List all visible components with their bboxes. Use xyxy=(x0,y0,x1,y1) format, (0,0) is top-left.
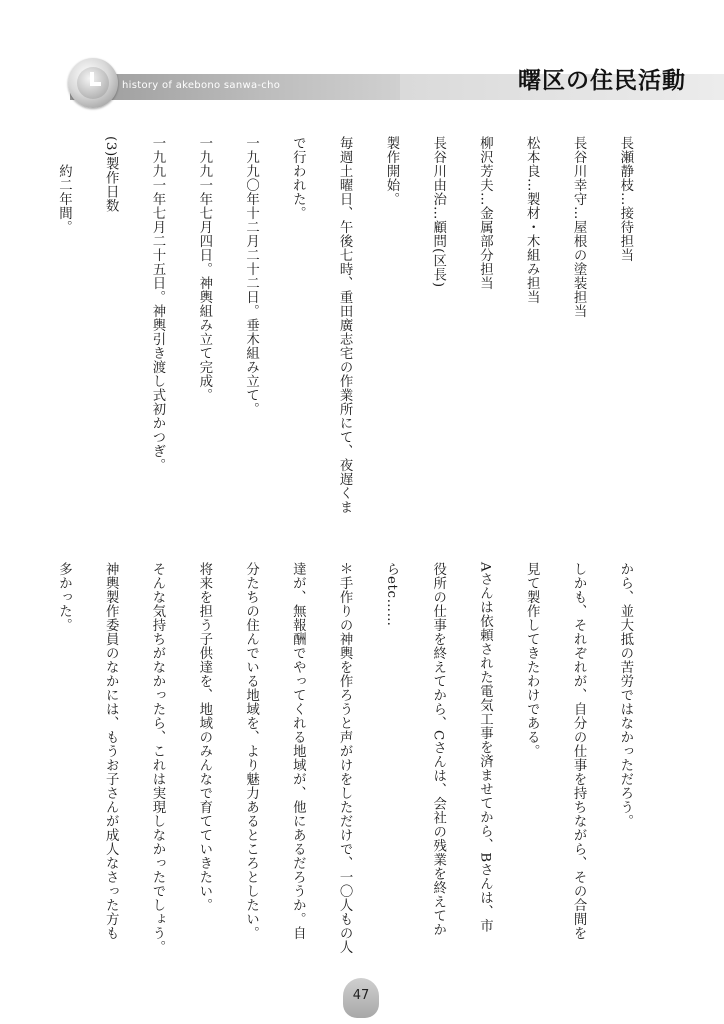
text-line: 長谷川幸守…屋根の塗装担当 xyxy=(571,136,587,318)
text-line: そんな気持ちがなかったら、これは実現しなかったでしょう。 xyxy=(150,562,165,954)
text-line: Aさんは依頼された電気工事を済ませてから、Bさんは、市 xyxy=(477,562,493,933)
text-line: 分たちの住んでいる地域を、より魅力あるところとしたい。 xyxy=(243,562,259,940)
clock-hand-minute xyxy=(90,82,101,86)
page-number: 47 xyxy=(352,988,370,1003)
text-line: 毎週土曜日、午後七時、重田廣志宅の作業所にて、夜遅くま xyxy=(337,136,353,514)
text-line xyxy=(9,562,25,968)
text-line: ＊手作りの神輿を作ろうと声がけをしただけで、一〇人もの人 xyxy=(337,562,353,954)
text-line: 達が、無報酬でやってくれる地域が、他にあるだろうか。自 xyxy=(290,562,306,940)
text-line: で行われた。 xyxy=(290,136,306,220)
top-text-block xyxy=(0,136,664,536)
text-line: 神輿製作委員のなかには、もうお子さんが成人なさった方も xyxy=(103,562,119,940)
text-line: 柳沢芳夫…金属部分担当 xyxy=(477,136,493,290)
text-line: 製作開始。 xyxy=(383,136,399,206)
page-number-badge xyxy=(343,978,379,1018)
text-line: 見て製作してきたわけである。 xyxy=(524,562,540,758)
text-line: 長瀬静枝…接待担当 xyxy=(617,136,633,262)
page-title: 曙区の住民活動 xyxy=(518,68,686,94)
text-line: 一九九一年七月二十五日。神輿引き渡し式初かつぎ。 xyxy=(150,136,165,472)
text-line: から、並大抵の苦労ではなかっただろう。 xyxy=(617,562,633,828)
bottom-text-block xyxy=(0,562,664,968)
text-line: 役所の仕事を終えてから、Cさんは、会社の残業を終えてか xyxy=(430,562,446,937)
text-line: 一九九一年七月四日。神輿組み立て完成。 xyxy=(196,136,212,402)
text-line: 将来を担う子供達を、地域のみんなで育てていきたい。 xyxy=(196,562,212,912)
text-line: しかも、それぞれが、自分の仕事を持ちながら、その合間を xyxy=(571,562,587,940)
header-subtitle: history of akebono sanwa-cho xyxy=(122,80,281,91)
text-line: 長谷川由治…顧問(区長) xyxy=(430,136,446,288)
text-line: 多かった。 xyxy=(56,562,72,632)
clock-logo-icon xyxy=(68,58,118,108)
text-line: 約二年間。 xyxy=(56,136,72,234)
text-line: らetc…… xyxy=(383,562,399,627)
text-line: 一九九〇年十二月二十二日。垂木組み立て。 xyxy=(243,136,259,416)
text-line: (3)製作日数 xyxy=(103,136,119,213)
text-line xyxy=(9,136,25,536)
text-line: 松本良…製材・木組み担当 xyxy=(524,136,540,304)
